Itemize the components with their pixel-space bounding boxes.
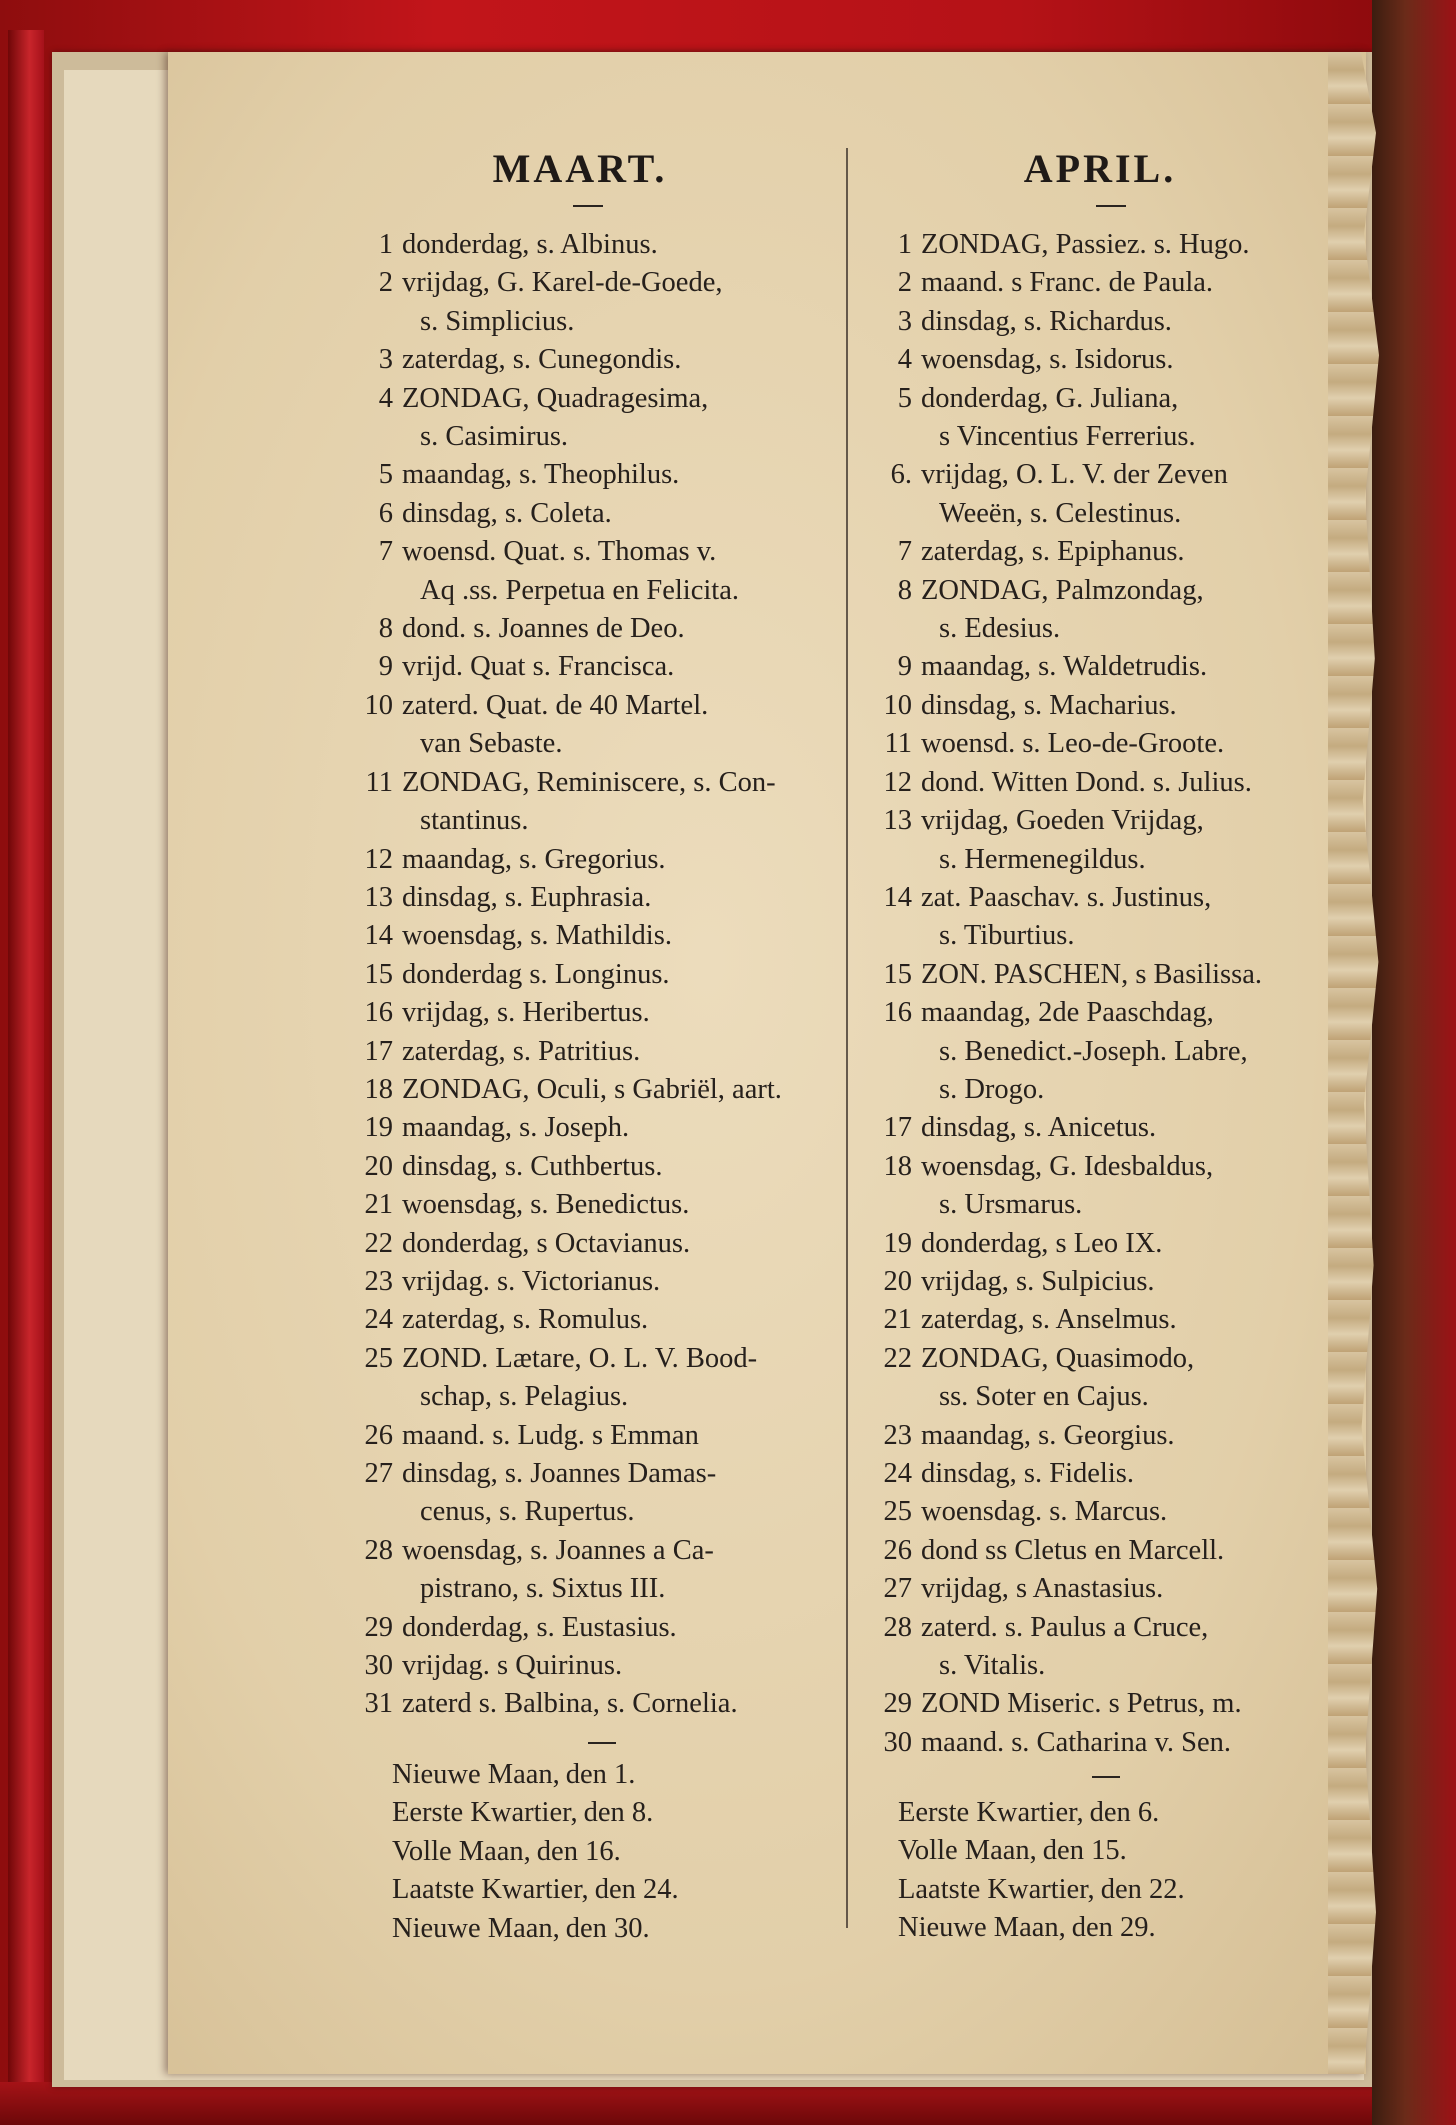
day-text: zaterdag, s. Anselmus.: [921, 1304, 1177, 1336]
day-number: 15: [883, 958, 912, 990]
day-text: s. Tiburtius.: [939, 920, 1075, 952]
day-text: dinsdag, s. Euphrasia.: [402, 881, 652, 913]
day-text: vrijdag, s. Sulpicius.: [921, 1265, 1155, 1297]
day-text: zaterdag, s. Patritius.: [402, 1035, 641, 1067]
column-divider: [846, 148, 848, 1928]
day-text: s. Hermenegildus.: [939, 843, 1146, 875]
day-text: s. Casimirus.: [420, 421, 569, 453]
calendar-day-entry: [345, 1532, 845, 1609]
moon-phase-date: den 30.: [565, 1912, 650, 1944]
day-text: van Sebaste.: [420, 728, 563, 760]
day-number: 11: [365, 766, 393, 798]
day-number: 20: [883, 1265, 912, 1297]
moon-phase-date: den 8.: [583, 1797, 654, 1829]
day-number: 24: [883, 1458, 912, 1489]
calendar-day-entry: [864, 1417, 1334, 1455]
calendar-day-entry: [345, 1071, 845, 1109]
day-number: 26: [364, 1419, 393, 1451]
moon-phase: [392, 1756, 679, 1794]
day-text: woensd. s. Leo-de-Groote.: [921, 728, 1225, 760]
day-text: vrijdag, s. Heribertus.: [402, 997, 650, 1029]
day-number: 10: [364, 689, 393, 721]
day-text: ZONDAG, Quasimodo,: [921, 1342, 1195, 1374]
day-number: 6: [378, 497, 393, 529]
day-number: 30: [364, 1650, 393, 1682]
april-day-list: [864, 226, 1334, 1762]
day-number: 5: [897, 382, 912, 414]
day-text: maandag, s. Gregorius.: [402, 843, 666, 875]
day-text: woensdag, s. Isidorus.: [921, 344, 1174, 376]
day-number: 23: [883, 1419, 912, 1451]
maart-day-list: [345, 226, 845, 1724]
day-number: 27: [364, 1458, 393, 1489]
day-text: dinsdag, s. Coleta.: [402, 497, 612, 529]
calendar-day-entry: [864, 226, 1334, 264]
day-text: dinsdag, s. Joannes Damas-: [402, 1458, 717, 1489]
day-text: woensdag, s. Mathildis.: [402, 920, 672, 952]
cover-spine-edge: [8, 30, 44, 2110]
day-text: Aq .ss. Perpetua en Felicita.: [420, 574, 739, 606]
day-number: 1: [378, 229, 393, 260]
day-text: donderdag, s Leo IX.: [921, 1227, 1163, 1259]
moon-phase-label: Laatste Kwartier,: [898, 1873, 1095, 1905]
day-number: 26: [883, 1534, 912, 1566]
day-text: zaterdag, s. Romulus.: [402, 1304, 649, 1336]
day-number: 9: [378, 651, 393, 683]
moon-phase: [898, 1794, 1185, 1832]
calendar-day-entry: [864, 687, 1334, 725]
day-text: woensd. Quat. s. Thomas v.: [402, 536, 717, 568]
day-text: dond. Witten Dond. s. Julius.: [921, 766, 1252, 798]
day-number: 9: [897, 651, 912, 683]
calendar-day-entry: [345, 341, 845, 379]
day-number: 3: [897, 305, 912, 337]
calendar-day-entry: [345, 1340, 845, 1417]
moon-phase-label: Laatste Kwartier,: [392, 1874, 589, 1906]
moon-phase-label: Volle Maan,: [392, 1835, 531, 1867]
moon-phase-date: den 24.: [594, 1874, 679, 1906]
month-title-april: APRIL.: [1023, 146, 1177, 191]
calendar-day-entry: [864, 380, 1334, 457]
moon-section-rule: [1092, 1776, 1120, 1778]
day-text: woensdag. s. Marcus.: [921, 1496, 1168, 1528]
day-number: 1: [897, 229, 912, 260]
day-number: 22: [364, 1227, 393, 1259]
calendar-day-entry: [345, 1609, 845, 1647]
day-text: zaterd s. Balbina, s. Cornelia.: [402, 1688, 738, 1720]
moon-phase-date: den 22.: [1100, 1873, 1185, 1905]
calendar-day-entry: [345, 994, 845, 1032]
day-number: 25: [364, 1342, 393, 1374]
month-title-maart: MAART.: [492, 146, 668, 191]
calendar-day-entry: [864, 1493, 1334, 1531]
title-rule: [1096, 205, 1126, 207]
day-text: donderdag s. Longinus.: [402, 958, 670, 990]
april-moon-phases: [898, 1794, 1185, 1948]
calendar-day-entry: [345, 764, 845, 841]
day-text: s. Edesius.: [939, 613, 1061, 645]
day-number: 8: [378, 613, 393, 645]
calendar-day-entry: [864, 1532, 1334, 1570]
calendar-day-entry: [864, 764, 1334, 802]
calendar-day-entry: [864, 1263, 1334, 1301]
calendar-day-entry: [345, 1455, 845, 1532]
moon-phase: [392, 1794, 679, 1832]
cover-bottom-edge: [0, 2082, 1456, 2125]
calendar-day-entry: [864, 725, 1334, 763]
day-text: dinsdag, s. Macharius.: [921, 689, 1177, 721]
moon-phase-date: den 6.: [1089, 1797, 1160, 1828]
day-text: cenus, s. Rupertus.: [420, 1496, 635, 1528]
day-text: woensdag, s. Benedictus.: [402, 1189, 690, 1221]
day-text: maand. s. Catharina v. Sen.: [921, 1726, 1231, 1758]
day-text: ZOND Miseric. s Petrus, m.: [921, 1688, 1242, 1720]
day-text: dond. s. Joannes de Deo.: [402, 613, 685, 645]
day-text: dinsdag, s. Anicetus.: [921, 1112, 1157, 1144]
day-text: donderdag, s Octavianus.: [402, 1227, 691, 1259]
day-number: 4: [897, 344, 912, 376]
day-number: 13: [883, 805, 912, 837]
calendar-day-entry: [864, 1609, 1334, 1686]
moon-phase-date: den 16.: [536, 1835, 621, 1867]
calendar-day-entry: [345, 687, 845, 764]
calendar-day-entry: [864, 1301, 1334, 1339]
calendar-day-entry: [864, 264, 1334, 302]
day-number: 17: [883, 1112, 912, 1144]
calendar-day-entry: [345, 264, 845, 341]
day-text: donderdag, s. Albinus.: [402, 229, 658, 260]
day-number: 28: [883, 1611, 912, 1643]
calendar-day-entry: [345, 1186, 845, 1224]
calendar-day-entry: [345, 956, 845, 994]
calendar-day-entry: [345, 648, 845, 686]
day-text: vrijdag, Goeden Vrijdag,: [921, 805, 1204, 837]
calendar-day-entry: [345, 533, 845, 610]
calendar-day-entry: [864, 1109, 1334, 1147]
book-gutter: [1372, 0, 1456, 2125]
day-text: schap, s. Pelagius.: [420, 1381, 629, 1413]
calendar-day-entry: [864, 303, 1334, 341]
calendar-day-entry: [345, 917, 845, 955]
calendar-day-entry: [864, 1148, 1334, 1225]
day-text: zat. Paaschav. s. Justinus,: [921, 881, 1212, 913]
calendar-day-entry: [864, 802, 1334, 879]
moon-phase-label: Nieuwe Maan,: [392, 1912, 560, 1944]
calendar-day-entry: [345, 1263, 845, 1301]
calendar-day-entry: [864, 956, 1334, 994]
day-text: pistrano, s. Sixtus III.: [420, 1573, 666, 1605]
day-text: ZONDAG, Quadragesima,: [402, 382, 709, 414]
day-text: woensdag, G. Idesbaldus,: [921, 1150, 1214, 1182]
calendar-day-entry: [864, 994, 1334, 1109]
day-number: 3: [378, 344, 393, 376]
moon-phase: [392, 1910, 679, 1948]
day-text: ZONDAG, Palmzondag,: [921, 574, 1204, 606]
day-number: 6.: [890, 459, 912, 491]
day-number: 7: [897, 536, 912, 568]
calendar-day-entry: [864, 1685, 1334, 1723]
moon-phase: [898, 1832, 1185, 1870]
day-number: 30: [883, 1726, 912, 1758]
day-text: s. Simplicius.: [420, 305, 575, 337]
day-text: s. Ursmarus.: [939, 1189, 1083, 1221]
day-number: 7: [378, 536, 393, 568]
calendar-day-entry: [864, 1724, 1334, 1762]
calendar-day-entry: [345, 841, 845, 879]
day-text: ZOND. Lætare, O. L. V. Bood-: [402, 1342, 758, 1374]
day-text: zaterdag, s. Cunegondis.: [402, 344, 682, 376]
moon-phase-label: Eerste Kwartier,: [392, 1797, 578, 1829]
day-number: 18: [364, 1073, 393, 1105]
day-text: donderdag, G. Juliana,: [921, 382, 1179, 414]
calendar-day-entry: [345, 1647, 845, 1685]
day-text: ZONDAG, Passiez. s. Hugo.: [921, 229, 1250, 260]
calendar-day-entry: [345, 495, 845, 533]
day-number: 31: [364, 1688, 393, 1720]
day-number: 2: [897, 267, 912, 299]
day-text: zaterdag, s. Epiphanus.: [921, 536, 1185, 568]
day-text: zaterd. s. Paulus a Cruce,: [921, 1611, 1209, 1643]
day-text: vrijdag, O. L. V. der Zeven: [921, 459, 1228, 491]
day-text: dinsdag, s. Cuthbertus.: [402, 1150, 663, 1182]
day-text: maand. s Franc. de Paula.: [921, 267, 1214, 299]
day-number: 13: [364, 881, 393, 913]
day-number: 14: [883, 881, 912, 913]
day-text: dinsdag, s. Richardus.: [921, 305, 1172, 337]
day-text: vrijd. Quat s. Francisca.: [402, 651, 675, 683]
day-number: 27: [883, 1573, 912, 1605]
day-text: maandag, s. Joseph.: [402, 1112, 630, 1144]
day-text: Weeën, s. Celestinus.: [939, 497, 1182, 529]
day-number: 28: [364, 1534, 393, 1566]
day-number: 21: [883, 1304, 912, 1336]
day-text: stantinus.: [420, 805, 529, 837]
day-text: maandag, 2de Paaschdag,: [921, 997, 1214, 1029]
day-number: 15: [364, 958, 393, 990]
calendar-day-entry: [864, 1570, 1334, 1608]
calendar-day-entry: [345, 226, 845, 264]
day-text: vrijdag, G. Karel-de-Goede,: [402, 267, 723, 299]
day-number: 12: [364, 843, 393, 875]
day-number: 11: [884, 728, 912, 760]
calendar-day-entry: [864, 879, 1334, 956]
calendar-day-entry: [345, 1109, 845, 1147]
day-number: 5: [378, 459, 393, 491]
moon-phase: [898, 1871, 1185, 1909]
day-number: 19: [364, 1112, 393, 1144]
day-number: 21: [364, 1189, 393, 1221]
day-number: 8: [897, 574, 912, 606]
moon-phase-date: den 29.: [1071, 1912, 1156, 1944]
day-number: 19: [883, 1227, 912, 1259]
day-text: maand. s. Ludg. s Emman: [402, 1419, 699, 1451]
calendar-day-entry: [345, 380, 845, 457]
day-number: 24: [364, 1304, 393, 1336]
day-text: vrijdag, s Anastasius.: [921, 1573, 1164, 1605]
calendar-day-entry: [864, 1225, 1334, 1263]
calendar-day-entry: [345, 1685, 845, 1723]
day-text: maandag, s. Georgius.: [921, 1419, 1175, 1451]
moon-phase-label: Nieuwe Maan,: [392, 1759, 560, 1790]
moon-phase: [392, 1871, 679, 1909]
day-text: zaterd. Quat. de 40 Martel.: [402, 689, 709, 721]
maart-moon-phases: [392, 1756, 679, 1948]
calendar-day-entry: [864, 341, 1334, 379]
day-text: s Vincentius Ferrerius.: [939, 421, 1196, 453]
calendar-day-entry: [345, 879, 845, 917]
moon-phase-label: Eerste Kwartier,: [898, 1797, 1084, 1828]
day-text: s. Benedict.-Joseph. Labre,: [939, 1035, 1248, 1067]
day-text: s. Drogo.: [939, 1073, 1045, 1105]
calendar-day-entry: [864, 456, 1334, 533]
moon-phase-label: Volle Maan,: [898, 1835, 1037, 1867]
day-text: ZONDAG, Reminiscere, s. Con-: [402, 766, 776, 798]
day-number: 2: [378, 267, 393, 299]
day-text: donderdag, s. Eustasius.: [402, 1611, 677, 1643]
calendar-day-entry: [864, 648, 1334, 686]
moon-phase-label: Nieuwe Maan,: [898, 1912, 1066, 1944]
moon-section-rule: [588, 1742, 616, 1744]
day-number: 10: [883, 689, 912, 721]
day-text: dinsdag, s. Fidelis.: [921, 1458, 1134, 1489]
day-text: s. Vitalis.: [939, 1650, 1046, 1682]
day-number: 29: [364, 1611, 393, 1643]
day-number: 17: [364, 1035, 393, 1067]
day-number: 4: [378, 382, 393, 414]
moon-phase-date: den 15.: [1042, 1835, 1127, 1867]
day-text: ZONDAG, Oculi, s Gabriël, aart.: [402, 1073, 782, 1105]
day-text: dond ss Cletus en Marcell.: [921, 1534, 1225, 1566]
calendar-day-entry: [345, 1301, 845, 1339]
moon-phase-date: den 1.: [565, 1759, 636, 1790]
day-number: 12: [883, 766, 912, 798]
calendar-day-entry: [864, 572, 1334, 649]
day-number: 14: [364, 920, 393, 952]
calendar-day-entry: [345, 1225, 845, 1263]
calendar-day-entry: [345, 610, 845, 648]
moon-phase: [898, 1909, 1185, 1947]
day-text: maandag, s. Waldetrudis.: [921, 651, 1208, 683]
day-number: 16: [883, 997, 912, 1029]
moon-phase: [392, 1833, 679, 1871]
day-number: 20: [364, 1150, 393, 1182]
day-number: 25: [883, 1496, 912, 1528]
day-number: 22: [883, 1342, 912, 1374]
day-text: woensdag, s. Joannes a Ca-: [402, 1534, 714, 1566]
day-text: vrijdag. s Quirinus.: [402, 1650, 623, 1682]
calendar-day-entry: [864, 1340, 1334, 1417]
day-number: 23: [364, 1265, 393, 1297]
day-text: ss. Soter en Cajus.: [939, 1381, 1149, 1413]
calendar-day-entry: [345, 456, 845, 494]
day-text: ZON. PASCHEN, s Basilissa.: [921, 958, 1262, 990]
day-number: 16: [364, 997, 393, 1029]
calendar-day-entry: [345, 1417, 845, 1455]
day-text: vrijdag. s. Victorianus.: [402, 1265, 661, 1297]
calendar-day-entry: [864, 1455, 1334, 1493]
day-text: maandag, s. Theophilus.: [402, 459, 680, 491]
day-number: 18: [883, 1150, 912, 1182]
calendar-day-entry: [345, 1148, 845, 1186]
calendar-day-entry: [864, 533, 1334, 571]
calendar-day-entry: [345, 1033, 845, 1071]
title-rule: [573, 205, 603, 207]
day-number: 29: [883, 1688, 912, 1720]
